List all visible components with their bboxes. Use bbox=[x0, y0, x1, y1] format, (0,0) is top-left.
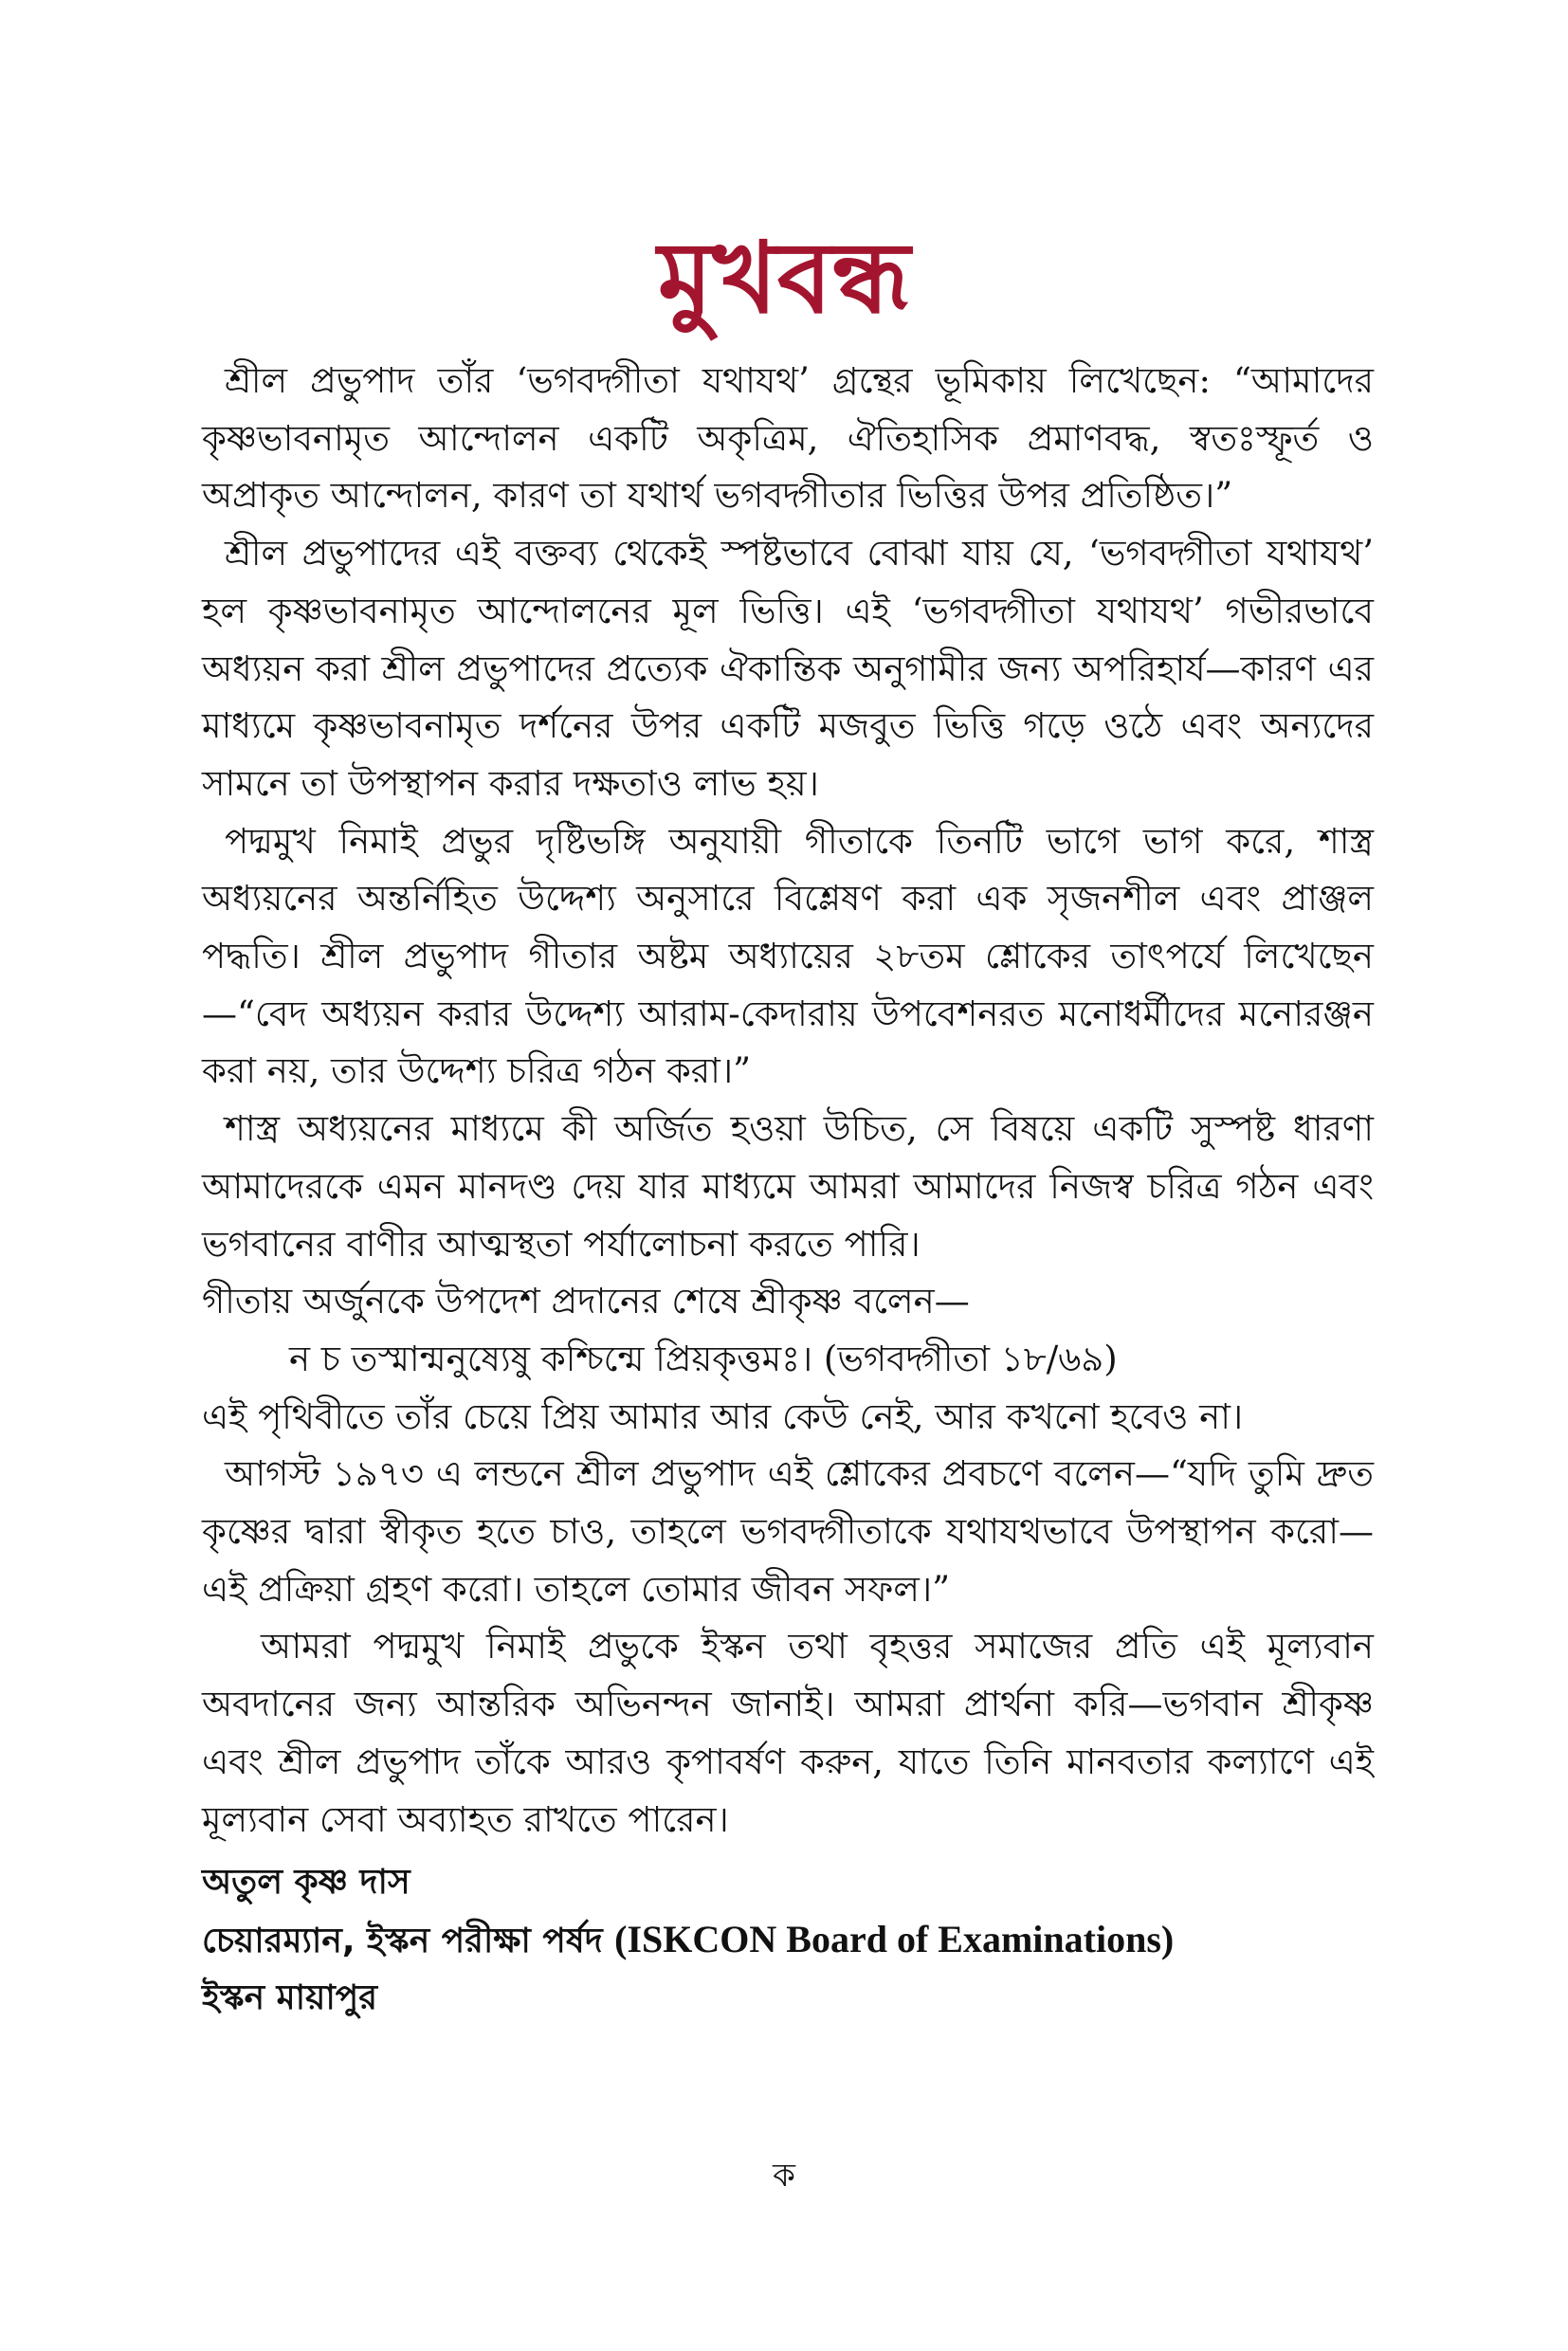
signature-role-english: (ISKCON Board of Examinations) bbox=[614, 1918, 1175, 1961]
paragraph-3: পদ্মমুখ নিমাই প্রভুর দৃষ্টিভঙ্গি অনুযায়ী গীতাকে তিনটি ভাগে ভাগ করে, শাস্ত্র অধ্যয়নের অন্তর্নিহিত উদ্দেশ্য অনুসারে বিশ্লেষণ করা এক সৃজনশীল এবং প্রাঞ্জল পদ্ধতি। শ্রীল প্রভুপাদ গীতার অষ্টম অধ্যায়ের ২৮তম শ্লোকের তাৎপর্যে লিখেছেন—“বেদ অধ্যয়ন করার উদ্দেশ্য আরাম-কেদারায় উপবেশনরত মনোধর্মীদের মনোরঞ্জন করা নয়, তার উদ্দেশ্য চরিত্র গঠন করা।” bbox=[202, 820, 1374, 1092]
signature-role: চেয়ারম্যান, ইস্কন পরীক্ষা পর্ষদ bbox=[202, 1922, 603, 1961]
signature-location: ইস্কন মায়াপুর bbox=[202, 1978, 377, 2018]
verse-quote: ন চ তস্মান্মনুষ্যেষু কশ্চিন্মে প্রিয়কৃত্তমঃ। (ভগবদ্গীতা ১৮/৬৯) bbox=[289, 1338, 1118, 1379]
signature-name: অতুল কৃষ্ণ দাস bbox=[202, 1863, 410, 1903]
paragraph-2: শ্রীল প্রভুপাদের এই বক্তব্য থেকেই স্পষ্টভাবে বোঝা যায় যে, ‘ভগবদ্গীতা যথাযথ’ হল কৃষ্ণভাবনামৃত আন্দোলনের মূল ভিত্তি। এই ‘ভগবদ্গীতা যথাযথ’ গভীরভাবে অধ্যয়ন করা শ্রীল প্রভুপাদের প্রত্যেক ঐকান্তিক অনুগামীর জন্য অপরিহার্য—কারণ এর মাধ্যমে কৃষ্ণভাবনামৃত দর্শনের উপর একটি মজবুত ভিত্তি গড়ে ওঠে এবং অন্যদের সামনে তা উপস্থাপন করার দক্ষতাও লাভ হয়। bbox=[202, 533, 1374, 804]
paragraph-4: শাস্ত্র অধ্যয়নের মাধ্যমে কী অর্জিত হওয়া উচিত, সে বিষয়ে একটি সুস্পষ্ট ধারণা আমাদেরকে এমন মানদণ্ড দেয় যার মাধ্যমে আমরা আমাদের নিজস্ব চরিত্র গঠন এবং ভগবানের বাণীর আত্মস্থতা পর্যালোচনা করতে পারি। bbox=[202, 1108, 1374, 1265]
paragraph-5: গীতায় অর্জুনকে উপদেশ প্রদানের শেষে শ্রীকৃষ্ণ বলেন— bbox=[202, 1281, 970, 1322]
paragraph-1: শ্রীল প্রভুপাদ তাঁর ‘ভগবদ্গীতা যথাযথ’ গ্রন্থের ভূমিকায় লিখেছেন: “আমাদের কৃষ্ণভাবনামৃত আন্দোলন একটি অকৃত্রিম, ঐতিহাসিক প্রমাণবদ্ধ, স্বতঃস্ফূর্ত ও অপ্রাকৃত আন্দোলন, কারণ তা যথার্থ ভগবদ্গীতার ভিত্তির উপর প্রতিষ্ঠিত।” bbox=[202, 360, 1374, 517]
page-number: ক bbox=[773, 2157, 795, 2195]
foreword-body bbox=[202, 353, 1374, 2027]
paragraph-8: আমরা পদ্মমুখ নিমাই প্রভুকে ইস্কন তথা বৃহত্তর সমাজের প্রতি এই মূল্যবান অবদানের জন্য আন্তরিক অভিনন্দন জানাই। আমরা প্রার্থনা করি—ভগবান শ্রীকৃষ্ণ এবং শ্রীল প্রভুপাদ তাঁকে আরও কৃপাবর্ষণ করুন, যাতে তিনি মানবতার কল্যাণে এই মূল্যবান সেবা অব্যাহত রাখতে পারেন। bbox=[202, 1626, 1374, 1840]
signature-role-line bbox=[202, 1911, 1374, 1970]
signature-block bbox=[202, 1854, 1374, 2027]
page-title: মুখবন্ধ bbox=[657, 220, 911, 336]
paragraph-7: আগস্ট ১৯৭৩ এ লন্ডনে শ্রীল প্রভুপাদ এই শ্লোকের প্রবচণে বলেন—“যদি তুমি দ্রুত কৃষ্ণের দ্বারা স্বীকৃত হতে চাও, তাহলে ভগবদ্গীতাকে যথাযথভাবে উপস্থাপন করো—এই প্রক্রিয়া গ্রহণ করো। তাহলে তোমার জীবন সফল।” bbox=[202, 1453, 1374, 1610]
paragraph-6: এই পৃথিবীতে তাঁর চেয়ে প্রিয় আমার আর কেউ নেই, আর কখনো হবেও না। bbox=[202, 1395, 1244, 1437]
